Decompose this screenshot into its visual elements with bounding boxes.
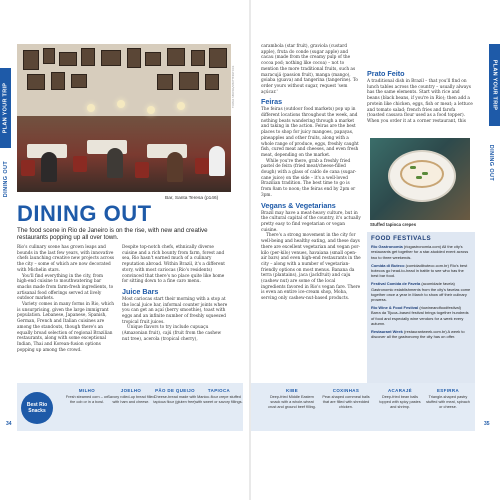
- snack-name: JOELHO: [120, 388, 142, 393]
- paragraph: While you're there, grab a freshly fried pastel de feira (fried meat/cheese-filled dough) with a glass of caldo de cana (sugar-cane juice) on the side – it's a well-loved Brazilian tradition. The best time to go is from 8am to noon; the feiras end by 2pm or 3pm.: [261, 158, 357, 198]
- prato-feito-heading: Prato Feito: [367, 69, 405, 78]
- best-rio-snacks-badge: Best Rio Snacks: [21, 392, 53, 424]
- section-label-right: DINING OUT: [488, 144, 495, 182]
- snack-desc: Deep-fried bean balls topped with spicy pastes and shrimp.: [379, 395, 421, 409]
- snack-desc: Savory rolled-up bread filled with ham and cheese.: [107, 395, 155, 404]
- body-column-4: [367, 70, 473, 125]
- snack-desc: Triangle-shaped pastry stuffed with meat, spinach or cheese.: [426, 395, 470, 409]
- feiras-heading: Feiras: [261, 97, 283, 107]
- snack-item: [195, 388, 243, 405]
- paragraph: Unique flavors to try include cupuaçu (Amazonian fruit), cajú (fruit from the cashew nut tree), acerola (tropical cherry),: [122, 325, 222, 342]
- paragraph: carambola (star fruit), graviola (custard apple), fruta do conde (sugar apple) and cacau (made from the creamy pulp of the cocoa pod; nothing like cocoa) – not to mention the more traditional fruits, such as maracujá (passion fruit), manga (mango), goiaba (guava) and tangerina (tangerine). To order yours without sugar, request 'sem açúcar.': [261, 44, 358, 95]
- snack-name: ACARAJÉ: [387, 388, 413, 393]
- paragraph: You'll find everything in the city, from high-end cuisine to mouthwatering bar snacks made from farm-fresh ingredients, to artisanal food offerings served at lively outdoor markets.: [17, 273, 114, 302]
- juice-bars-heading: Juice Bars: [122, 286, 159, 296]
- page-number-right: 35: [484, 421, 490, 427]
- tapioca-crepes-photo: [370, 138, 470, 220]
- snack-name: PÃO DE QUEIJO: [155, 388, 195, 393]
- paragraph: A traditional dish in Brazil – that you'll find on lunch tables across the country – usually always has the same elements. Start with rice and beans (black beans, if you're in Rio); then add a protein like chicken, eggs, fish or meat; a lettuce and tomato salad; french fries and farofa (toasted cassava flour used as a food topper). When you order it at a corner restaurant, this: [367, 79, 473, 124]
- snack-desc: Pear-shaped cornmeal balls that are filled with shredded chicken.: [322, 395, 370, 409]
- snack-name: ESFIRRA: [436, 388, 460, 393]
- photo-credit: TOMAS SEREDA/SHUTTERSTOCK: [232, 65, 235, 108]
- snack-item: [63, 388, 111, 405]
- body-column-2: [122, 245, 228, 343]
- page-title: DINING OUT: [17, 201, 152, 226]
- snack-item: [268, 388, 316, 409]
- paragraph: Variety comes in many forms in Rio, which is unsurprising, given the large immigrant population. Lebanese, Japanese, Spanish, German, French and Italian cuisines are among the standouts, though there's an equally broad selection of regional Brazilian restaurants, along with some exceptional Indian, Thai and Korean-fusion options popping up among the crowd.: [17, 302, 114, 353]
- paragraph: The feiras (outdoor food markets) pop up in different locations throughout the week, and nothing beats wandering through a market and taking in the action. Feiras are the best places to shop for juicy mangoes, papayas, pineapples and other fruits, along with a whole range of produce, eggs, freshly caught fish, cured meat and cheeses, and even fresh meat, depending on the market.: [261, 107, 359, 158]
- paragraph: Brazil may have a meat-heavy culture, but in the cultural capital of the country, it's actually pretty easy to find vegetarian or vegan cuisine.: [261, 210, 361, 233]
- snack-desc: Cheese-bread made with tapioca flour (gluten free).: [153, 395, 197, 404]
- snack-name: COXINHAS: [332, 388, 360, 393]
- vegans-heading: Vegans & Vegetarians: [261, 200, 336, 210]
- snack-item: [424, 388, 472, 409]
- festival-item: Rio Wine & Food Festival (riowineandfoodfestival) Barra da Tijuca–based festival brings together hundreds of food and especially wine vendors for a week every autumn.: [371, 305, 469, 326]
- paragraph: Most cariocas start their morning with a stop at the local juice bar, informal counter joints where you can get an açaí (berry smoothie), toast with eggs and an infinite number of freshly squeezed tropical fruit juices.: [122, 296, 228, 325]
- snack-desc: Fresh steamed corn – on the cob or in a bowl.: [65, 395, 109, 404]
- snack-item: [376, 388, 424, 409]
- plan-your-trip-tab-right: PLAN YOUR TRIP: [489, 44, 500, 126]
- snack-name: MILHO: [78, 388, 96, 393]
- intro-text: The food scene in Rio de Janeiro is on the rise, with new and creative restaurants popping up all over town.: [17, 227, 208, 242]
- snack-item: [322, 388, 370, 409]
- snack-name: KIBE: [285, 388, 299, 393]
- snack-item: [107, 388, 155, 405]
- section-label-left: DINING OUT: [3, 160, 10, 198]
- bar-photo: [17, 44, 231, 192]
- snack-name: TAPIOCA: [207, 388, 231, 393]
- snack-item: [151, 388, 199, 405]
- dish-caption: Stuffed tapioca crepes: [370, 222, 417, 227]
- festival-item: Festival Comida de Favela (acomidade favela) Gastronomic establishments from the city's favelas come together once a year in March to show off their culinary prowess.: [371, 281, 471, 303]
- body-column-3: [261, 44, 361, 302]
- snack-desc: Deep-fried Middle Eastern snack with a whole-wheat crust and ground beef filling.: [268, 395, 316, 409]
- photo-caption: Bar, Santa Teresa (p146): [165, 196, 219, 201]
- paragraph: There's a strong movement in the city for well-being and healthy eating, and these days there are excellent vegetarian and vegan por-kilo (per-kilo) venues, havaiana (small open-air bars) and even high-end restaurants in the city – along with a number of vegetarian-friendly options on most menus. Banana da terra (plantains), jaca (jackfruit) and caju (cashew nut) are some of the local ingredients favored in Rio's vegan fare. There is even an entire ice-cream shop, Moba, serving only cashew-nut-based products.: [261, 233, 361, 302]
- plan-your-trip-tab-left: PLAN YOUR TRIP: [0, 68, 11, 148]
- page-number-left: 34: [6, 421, 12, 427]
- body-column-1: [17, 245, 115, 353]
- food-festivals-title: FOOD FESTIVALS: [371, 235, 432, 242]
- paragraph: Despite top-notch chefs, ethnically diverse cuisine and a rich bounty from farm, forest and sea, Rio hasn't earned much of a culinary reputation abroad. Within Brazil, it's a different story, with most cariocas (Rio's residents) convinced that there's no place quite like home for sitting down to a fine caro menu.: [122, 245, 225, 285]
- snack-desc: Manioc-flour crepe stuffed with sweet or savory fillings.: [195, 395, 243, 404]
- festival-item: Rio Gastronomia (riogastronomia.com) All the city's restaurants get together for a star-studded event across two to three weekends.: [371, 244, 469, 260]
- festival-item: Restaurant Week (restaurantweek.com.br) A week to discover all the gastronomy the city has on offer.: [371, 329, 465, 340]
- paragraph: Rio's culinary scene has grown leaps and bounds in the last few years, with innovative chefs launching creative new projects across the city – some of which are now decorated with Michelin stars.: [17, 245, 115, 273]
- festival-item: Comida di Buteco (comidadibuteco.com.br) Rio's best botecos go head-to-head in battle to see who has the best bar food.: [371, 262, 468, 279]
